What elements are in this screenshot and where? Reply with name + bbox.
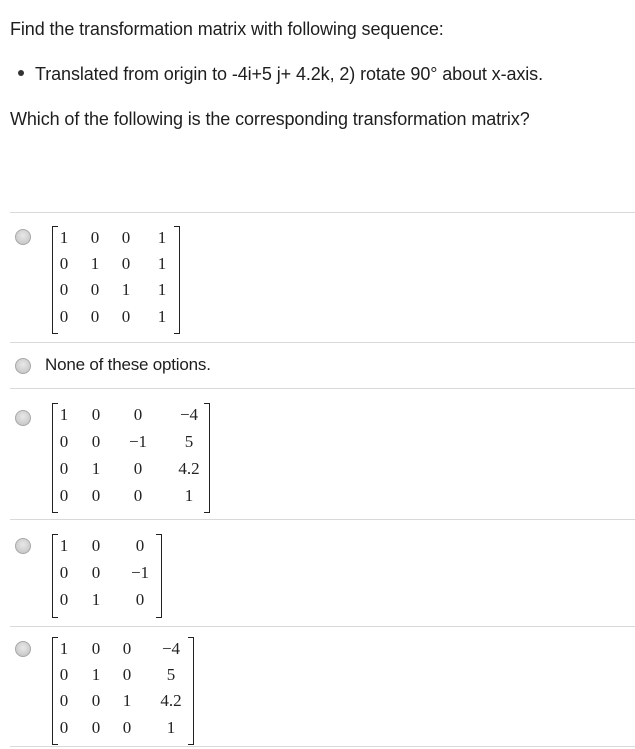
matrix-cell: −4	[161, 639, 181, 658]
radio-button[interactable]	[15, 229, 31, 245]
radio-button[interactable]	[15, 410, 31, 426]
matrix-cell: 0	[59, 307, 69, 326]
option-matrix	[52, 534, 162, 618]
matrix-cell: 1	[90, 254, 100, 273]
matrix-bracket-right	[174, 226, 180, 334]
matrix-cell: 0	[59, 590, 69, 609]
matrix-cell: 0	[91, 486, 101, 505]
matrix-cell: 0	[59, 665, 69, 684]
matrix-cell: 0	[91, 536, 101, 555]
matrix-bracket-right	[156, 534, 162, 618]
radio-button[interactable]	[15, 641, 31, 657]
matrix-cell: 0	[90, 307, 100, 326]
matrix-cell: 1	[166, 718, 176, 737]
radio-button[interactable]	[15, 538, 31, 554]
matrix-cell: 1	[59, 228, 69, 247]
matrix-cell: 0	[90, 228, 100, 247]
matrix-cell: 5	[184, 432, 194, 451]
matrix-cell: 0	[133, 405, 143, 424]
matrix-cell: 0	[91, 563, 101, 582]
matrix-cell: −4	[179, 405, 199, 424]
matrix-cell: 0	[135, 536, 145, 555]
matrix-cell: 0	[121, 307, 131, 326]
option-matrix	[52, 226, 180, 334]
matrix-cell: 0	[133, 459, 143, 478]
question-intro: Find the transformation matrix with following sequence:	[10, 19, 444, 39]
matrix-cell: 0	[91, 691, 101, 710]
option-matrix	[52, 403, 210, 513]
matrix-cell: 4.2	[160, 691, 182, 710]
matrix-cell: 0	[90, 280, 100, 299]
matrix-cell: 0	[121, 254, 131, 273]
matrix-cell: 0	[121, 228, 131, 247]
option-label: None of these options.	[45, 355, 211, 374]
matrix-cell: 0	[91, 639, 101, 658]
matrix-cell: 1	[91, 665, 101, 684]
matrix-cell: 0	[59, 486, 69, 505]
matrix-cell: 0	[133, 486, 143, 505]
matrix-cell: 5	[166, 665, 176, 684]
matrix-cell: 1	[122, 691, 132, 710]
matrix-cell: 1	[121, 280, 131, 299]
radio-button[interactable]	[15, 358, 31, 374]
matrix-cell: 0	[135, 590, 145, 609]
matrix-cell: 0	[91, 718, 101, 737]
matrix-cell: 1	[157, 307, 167, 326]
answer-option-3[interactable]	[0, 389, 635, 519]
matrix-cell: 1	[59, 536, 69, 555]
matrix-cell: 0	[122, 665, 132, 684]
answer-option-5[interactable]	[0, 627, 635, 746]
matrix-cell: 1	[91, 459, 101, 478]
matrix-cell: 0	[122, 639, 132, 658]
matrix-cell: 0	[59, 718, 69, 737]
bullet-icon	[18, 70, 24, 76]
matrix-cell: 0	[59, 459, 69, 478]
matrix-cell: −1	[130, 563, 150, 582]
matrix-cell: 0	[59, 691, 69, 710]
bullet-text: Translated from origin to -4i+5 j+ 4.2k, 2) rotate 90° about x-axis.	[35, 64, 543, 84]
matrix-cell: 1	[59, 405, 69, 424]
matrix-cell: 1	[184, 486, 194, 505]
question-bullet	[18, 64, 543, 85]
matrix-cell: 4.2	[178, 459, 200, 478]
matrix-cell: 0	[59, 432, 69, 451]
option-matrix	[52, 637, 194, 747]
matrix-cell: −1	[128, 432, 148, 451]
matrix-cell: 1	[157, 280, 167, 299]
matrix-cell: 1	[157, 228, 167, 247]
matrix-cell: 0	[59, 254, 69, 273]
answer-option-4[interactable]	[0, 520, 635, 626]
matrix-cell: 0	[59, 280, 69, 299]
matrix-cell: 1	[157, 254, 167, 273]
matrix-cell: 0	[91, 432, 101, 451]
matrix-cell: 1	[91, 590, 101, 609]
matrix-cell: 1	[59, 639, 69, 658]
answer-option-1[interactable]	[0, 213, 635, 342]
matrix-cell: 0	[59, 563, 69, 582]
matrix-cell: 0	[122, 718, 132, 737]
question-prompt: Which of the following is the corresponding transformation matrix?	[10, 109, 530, 129]
answer-option-2[interactable]	[0, 343, 635, 388]
matrix-cell: 0	[91, 405, 101, 424]
